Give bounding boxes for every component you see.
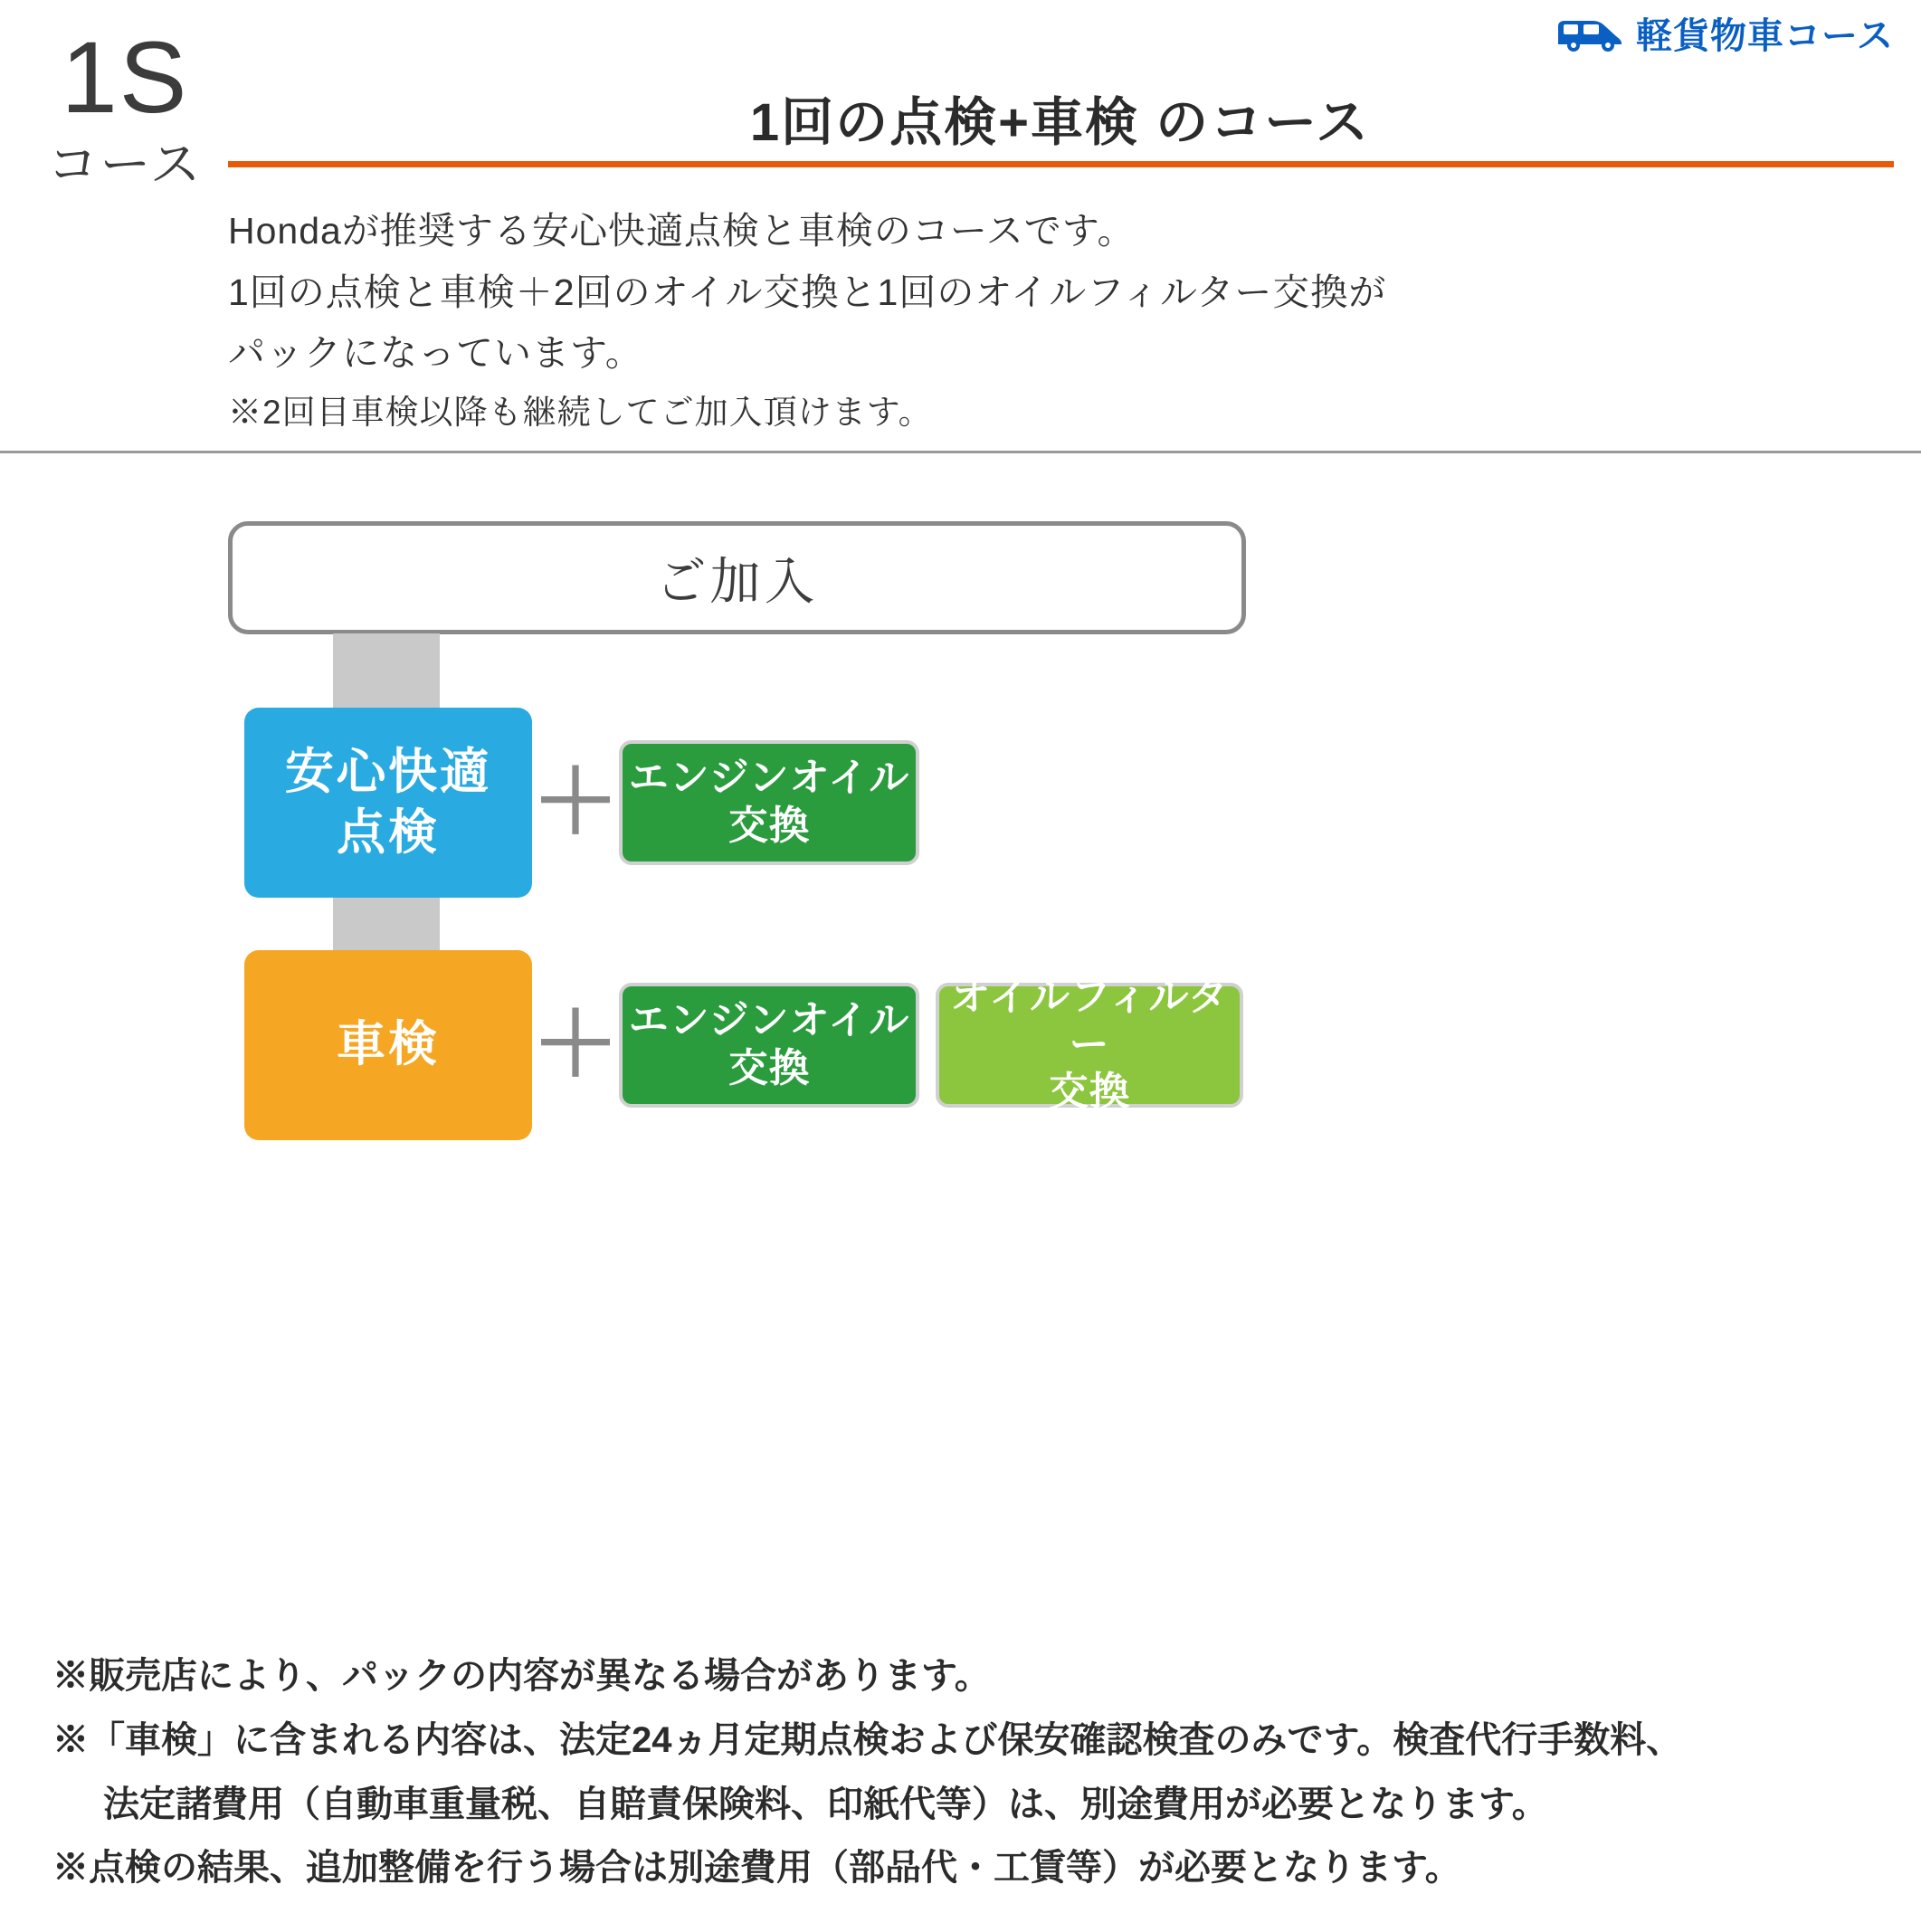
description-line-2: 1回の点検と車検＋2回のオイル交換と1回のオイルフィルター交換が (228, 271, 1387, 313)
plus-icon-1: ＋ (532, 754, 619, 851)
footnote-3: ※点検の結果、追加整備を行う場合は別途費用（部品代・工賃等）が必要となります。 (52, 1848, 1461, 1889)
section-divider (0, 451, 1921, 453)
vehicle-type-tag (1556, 7, 1894, 59)
course-badge-code: 1S (61, 21, 189, 134)
plus-icon-2: ＋ (532, 996, 619, 1093)
page-title: 1回の点検+車検 のコース (749, 93, 1371, 152)
service-box-engine-oil-2: エンジンオイル 交換 (619, 983, 919, 1108)
service-box-oil-filter: オイルフィルター 交換 (936, 983, 1243, 1108)
stage-box-shaken: 車検 (244, 950, 532, 1140)
course-badge-label: コース (47, 136, 203, 193)
description-note: ※2回目車検以降も継続してご加入頂けます。 (228, 393, 933, 431)
footnotes (52, 1647, 1894, 1903)
course-badge (25, 21, 224, 195)
course-description (228, 201, 1386, 440)
footnote-2-cont: 法定諸費用（自動車重量税、自賠責保険料、印紙代等）は、別途費用が必要となります。 (103, 1784, 1548, 1824)
header (0, 0, 1921, 452)
stage-box-inspection: 安心快適 点検 (244, 708, 532, 898)
flow-row-shaken (244, 950, 1243, 1140)
description-line-3: パックになっています。 (228, 332, 643, 375)
footnote-2: ※「車検」に含まれる内容は、法定24ヵ月定期点検および保安確認検査のみです。検査代行手数料、 (52, 1719, 1683, 1760)
flow-connector-1 (333, 633, 440, 715)
join-step-box: ご加入 (228, 521, 1246, 634)
vehicle-type-label: 軽貨物車コース (1636, 16, 1894, 56)
title-underline (228, 161, 1894, 167)
flow-row-inspection (244, 708, 919, 898)
description-line-1: Hondaが推奨する安心快適点検と車検のコースです。 (228, 210, 1136, 252)
service-box-engine-oil-1: エンジンオイル 交換 (619, 740, 919, 865)
footnote-1: ※販売店により、パックの内容が異なる場合があります。 (52, 1656, 991, 1696)
van-icon (1556, 14, 1623, 52)
course-flow-diagram (0, 471, 1921, 1222)
